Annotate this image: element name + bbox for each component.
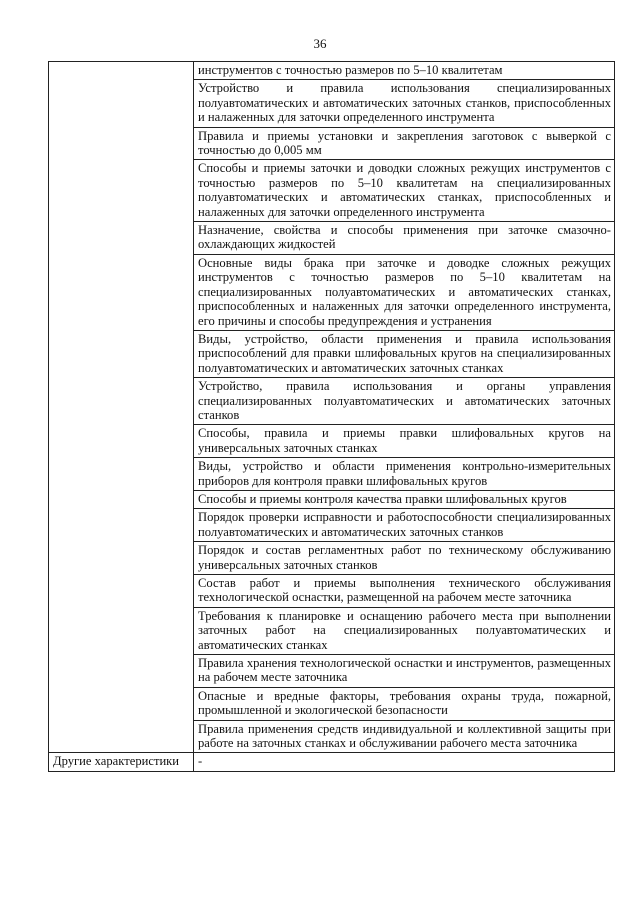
table-cell: Требования к планировке и оснащению рабочего места при выполнении заточных работ на специализированных полуавтоматических и автоматических станках xyxy=(194,607,615,654)
page-number: 36 xyxy=(313,36,327,51)
other-characteristics-label: Другие характеристики xyxy=(49,753,194,771)
table-cell: Виды, устройство и области применения контрольно-измерительных приборов для контроля правки шлифовальных кругов xyxy=(194,458,615,491)
table-cell: Опасные и вредные факторы, требования охраны труда, пожарной, промышленной и экологической безопасности xyxy=(194,687,615,720)
table-cell: Способы и приемы заточки и доводки сложных режущих инструментов с точностью размеров по 5–10 квалитетам на специализированных полуавтоматических и автоматических станках, приспособленных и налаженных для заточки определенного инструмента xyxy=(194,160,615,222)
table-cell: Правила и приемы установки и закрепления заготовок с выверкой с точностью до 0,005 мм xyxy=(194,127,615,160)
requirements-table xyxy=(48,61,615,772)
table-cell: Устройство, правила использования и органы управления специализированных полуавтоматических и автоматических заточных станков xyxy=(194,378,615,425)
table-cell: Способы и приемы контроля качества правки шлифовальных кругов xyxy=(194,490,615,508)
table-row xyxy=(49,62,615,80)
table-cell: Порядок и состав регламентных работ по техническому обслуживанию универсальных заточных станков xyxy=(194,542,615,575)
other-characteristics-value: - xyxy=(194,753,615,771)
table-cell: Порядок проверки исправности и работоспособности специализированных полуавтоматических и автоматических заточных станков xyxy=(194,509,615,542)
table-cell: Устройство и правила использования специализированных полуавтоматических и автоматических заточных станков, приспособленных и налаженных для заточки определенного инструмента xyxy=(194,80,615,127)
table-cell: Назначение, свойства и способы применения при заточке смазочно-охлаждающих жидкостей xyxy=(194,222,615,255)
table-cell: инструментов с точностью размеров по 5–10 квалитетам xyxy=(194,62,615,80)
label-cell-empty xyxy=(49,62,194,753)
table-cell: Основные виды брака при заточке и доводке сложных режущих инструментов с точностью размеров по 5–10 квалитетам на специализированных полуавтоматических и автоматических станках, приспособленных и налаженных для заточки определенного инструмента, его причины и способы предупреждения и устранения xyxy=(194,254,615,330)
table-cell: Правила хранения технологической оснастки и инструментов, размещенных на рабочем месте заточника xyxy=(194,655,615,688)
table-cell: Способы, правила и приемы правки шлифовальных кругов на универсальных заточных станках xyxy=(194,425,615,458)
table-cell: Состав работ и приемы выполнения технического обслуживания технологической оснастки, размещенной на рабочем месте заточника xyxy=(194,575,615,608)
table-cell: Виды, устройство, области применения и правила использования приспособлений для правки шлифовальных кругов на специализированных полуавтоматических и автоматических заточных станках xyxy=(194,330,615,377)
table-row-other xyxy=(49,753,615,771)
table-cell: Правила применения средств индивидуальной и коллективной защиты при работе на заточных станках и обслуживании рабочего места заточника xyxy=(194,720,615,753)
